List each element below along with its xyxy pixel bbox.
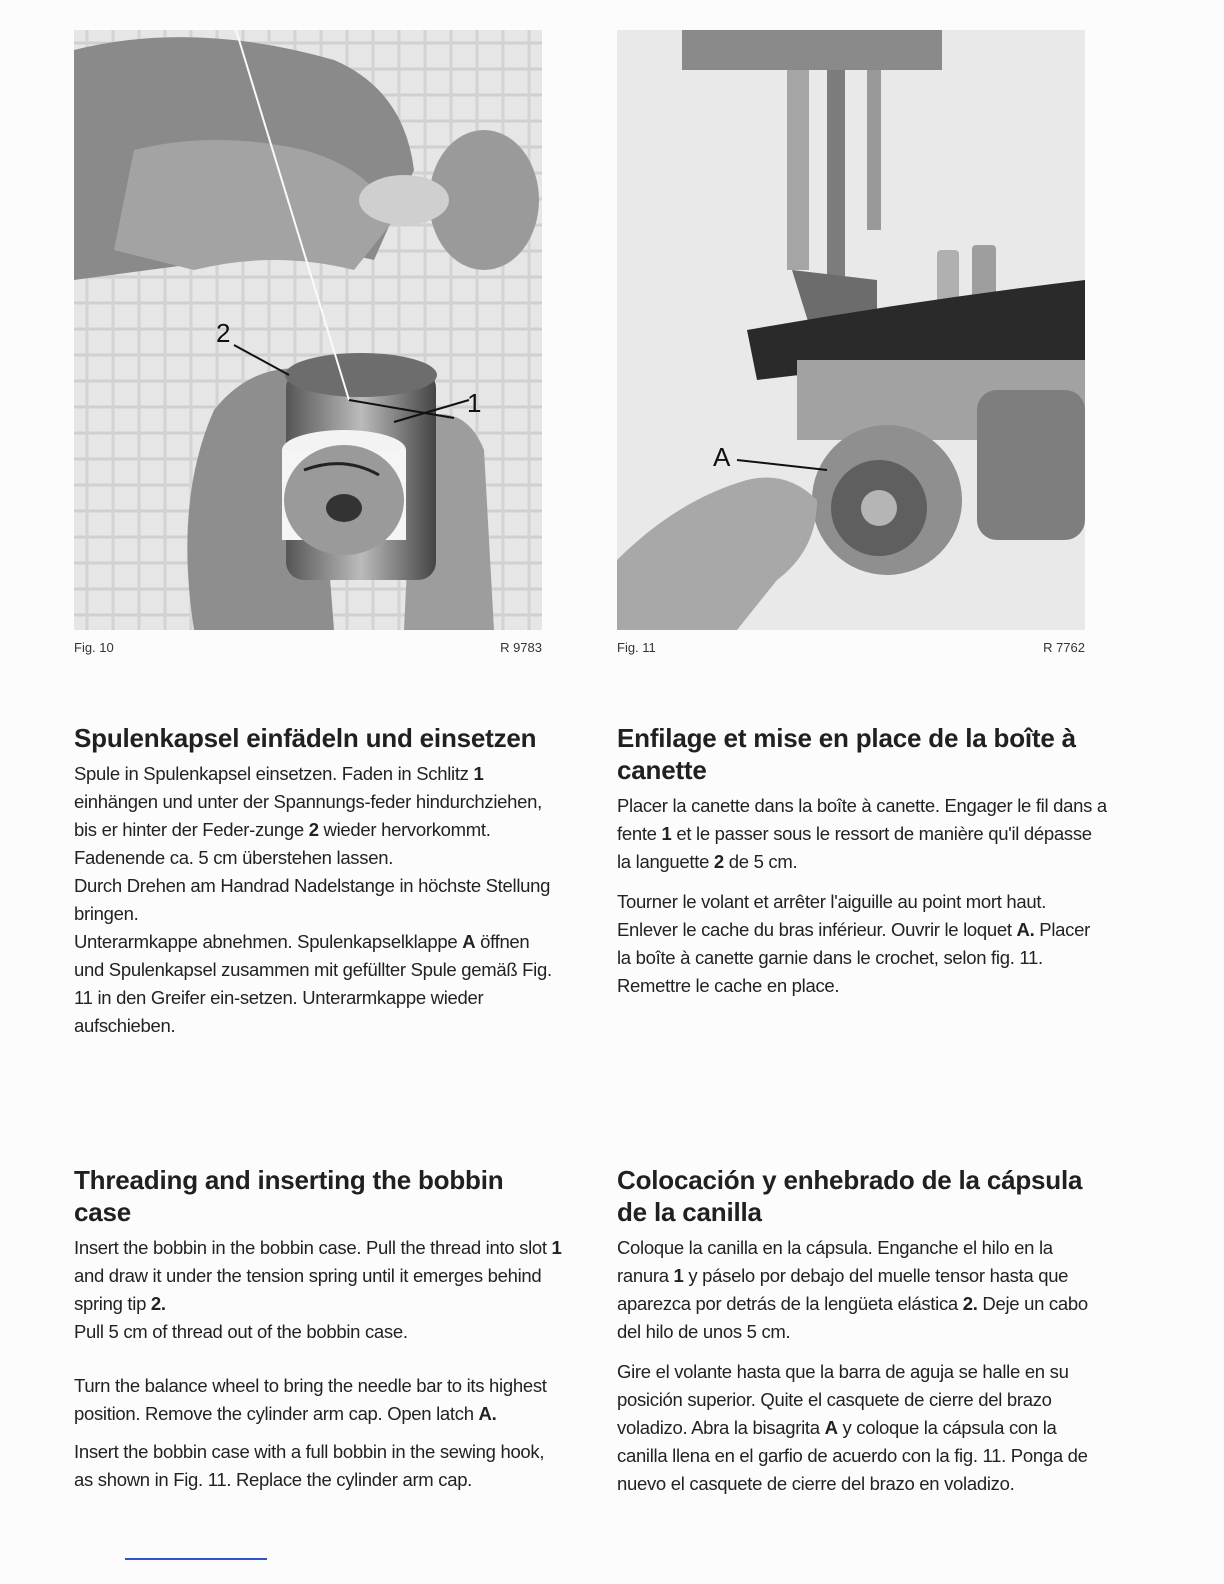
callout-1: 1 bbox=[467, 388, 482, 418]
figure-10-caption bbox=[74, 640, 542, 655]
figure-10-ref: R 9783 bbox=[500, 640, 542, 655]
section-english-paragraph-1: Insert the bobbin in the bobbin case. Pull the thread into slot 1 and draw it under the tension spring until it emerges behind spring tip 2. Pull 5 cm of thread out of the bobbin case. bbox=[74, 1237, 562, 1342]
figure-10-label: Fig. 10 bbox=[74, 640, 114, 655]
figure-11-photo bbox=[617, 30, 1085, 630]
section-french-paragraph-2: Tourner le volant et arrêter l'aiguille au point mort haut. Enlever le cache du bras inférieur. Ouvrir le loquet A. Placer la boîte à canette garnie dans le crochet, selon fig. 11. Remettre le cache en place. bbox=[617, 891, 1090, 996]
section-spanish-paragraph-1: Coloque la canilla en la cápsula. Enganche el hilo en la ranura 1 y páselo por debajo del muelle tensor hasta que aparezca por detrás de la lengüeta elástica 2. Deje un cabo del hilo de unos 5 cm. bbox=[617, 1237, 1088, 1342]
section-french-title: Enfilage et mise en place de la boîte à canette bbox=[617, 723, 1076, 785]
figure-11-ref: R 7762 bbox=[1043, 640, 1085, 655]
callout-2: 2 bbox=[216, 318, 231, 348]
figure-10-photo bbox=[74, 30, 542, 630]
section-english bbox=[74, 1164, 564, 1504]
section-english-paragraph-3: Insert the bobbin case with a full bobbin in the sewing hook, as shown in Fig. 11. Replace the cylinder arm cap. bbox=[74, 1441, 545, 1490]
sewing-machine-hook-illustration bbox=[617, 30, 1085, 630]
link-underline bbox=[125, 1558, 267, 1560]
section-spanish-title: Colocación y enhebrado de la cápsula de la canilla bbox=[617, 1165, 1083, 1227]
bobbin-case-threading-illustration bbox=[74, 30, 542, 630]
section-spanish bbox=[617, 1164, 1107, 1508]
section-german-title: Spulenkapsel einfädeln und einsetzen bbox=[74, 723, 537, 753]
figure-11-label: Fig. 11 bbox=[617, 640, 656, 655]
section-french bbox=[617, 722, 1107, 1010]
figure-11-caption bbox=[617, 640, 1085, 655]
section-english-title: Threading and inserting the bobbin case bbox=[74, 1165, 504, 1227]
section-german-paragraph-1: Spule in Spulenkapsel einsetzen. Faden in Schlitz 1 einhängen und unter der Spannungs-feder hindurchziehen, bis er hinter der Feder-zunge 2 wieder hervorkommt. Fadenende ca. 5 cm überstehen lassen. Durch Drehen am Handrad Nadelstange in höchste Stellung bringen. Unterarmkappe abnehmen. Spulenkapselklappe A öffnen und Spulenkapsel zusammen mit gefüllter Spule gemäß Fig. 11 in den Greifer ein-setzen. Unterarmkappe wieder aufschieben. bbox=[74, 763, 552, 1036]
section-german bbox=[74, 722, 564, 1050]
section-french-paragraph-1: Placer la canette dans la boîte à canette. Engager le fil dans a fente 1 et le passer sous le ressort de manière qu'il dépasse la languette 2 de 5 cm. bbox=[617, 795, 1107, 872]
section-spanish-paragraph-2: Gire el volante hasta que la barra de aguja se halle en su posición superior. Quite el casquete de cierre del brazo voladizo. Abra la bisagrita A y coloque la cápsula con la canilla llena en el garfio de acuerdo con la fig. 11. Ponga de nuevo el casquete de cierre del brazo en voladizo. bbox=[617, 1361, 1088, 1494]
section-english-paragraph-2: Turn the balance wheel to bring the needle bar to its highest position. Remove the cylinder arm cap. Open latch A. bbox=[74, 1375, 547, 1424]
callout-A: A bbox=[713, 442, 731, 472]
